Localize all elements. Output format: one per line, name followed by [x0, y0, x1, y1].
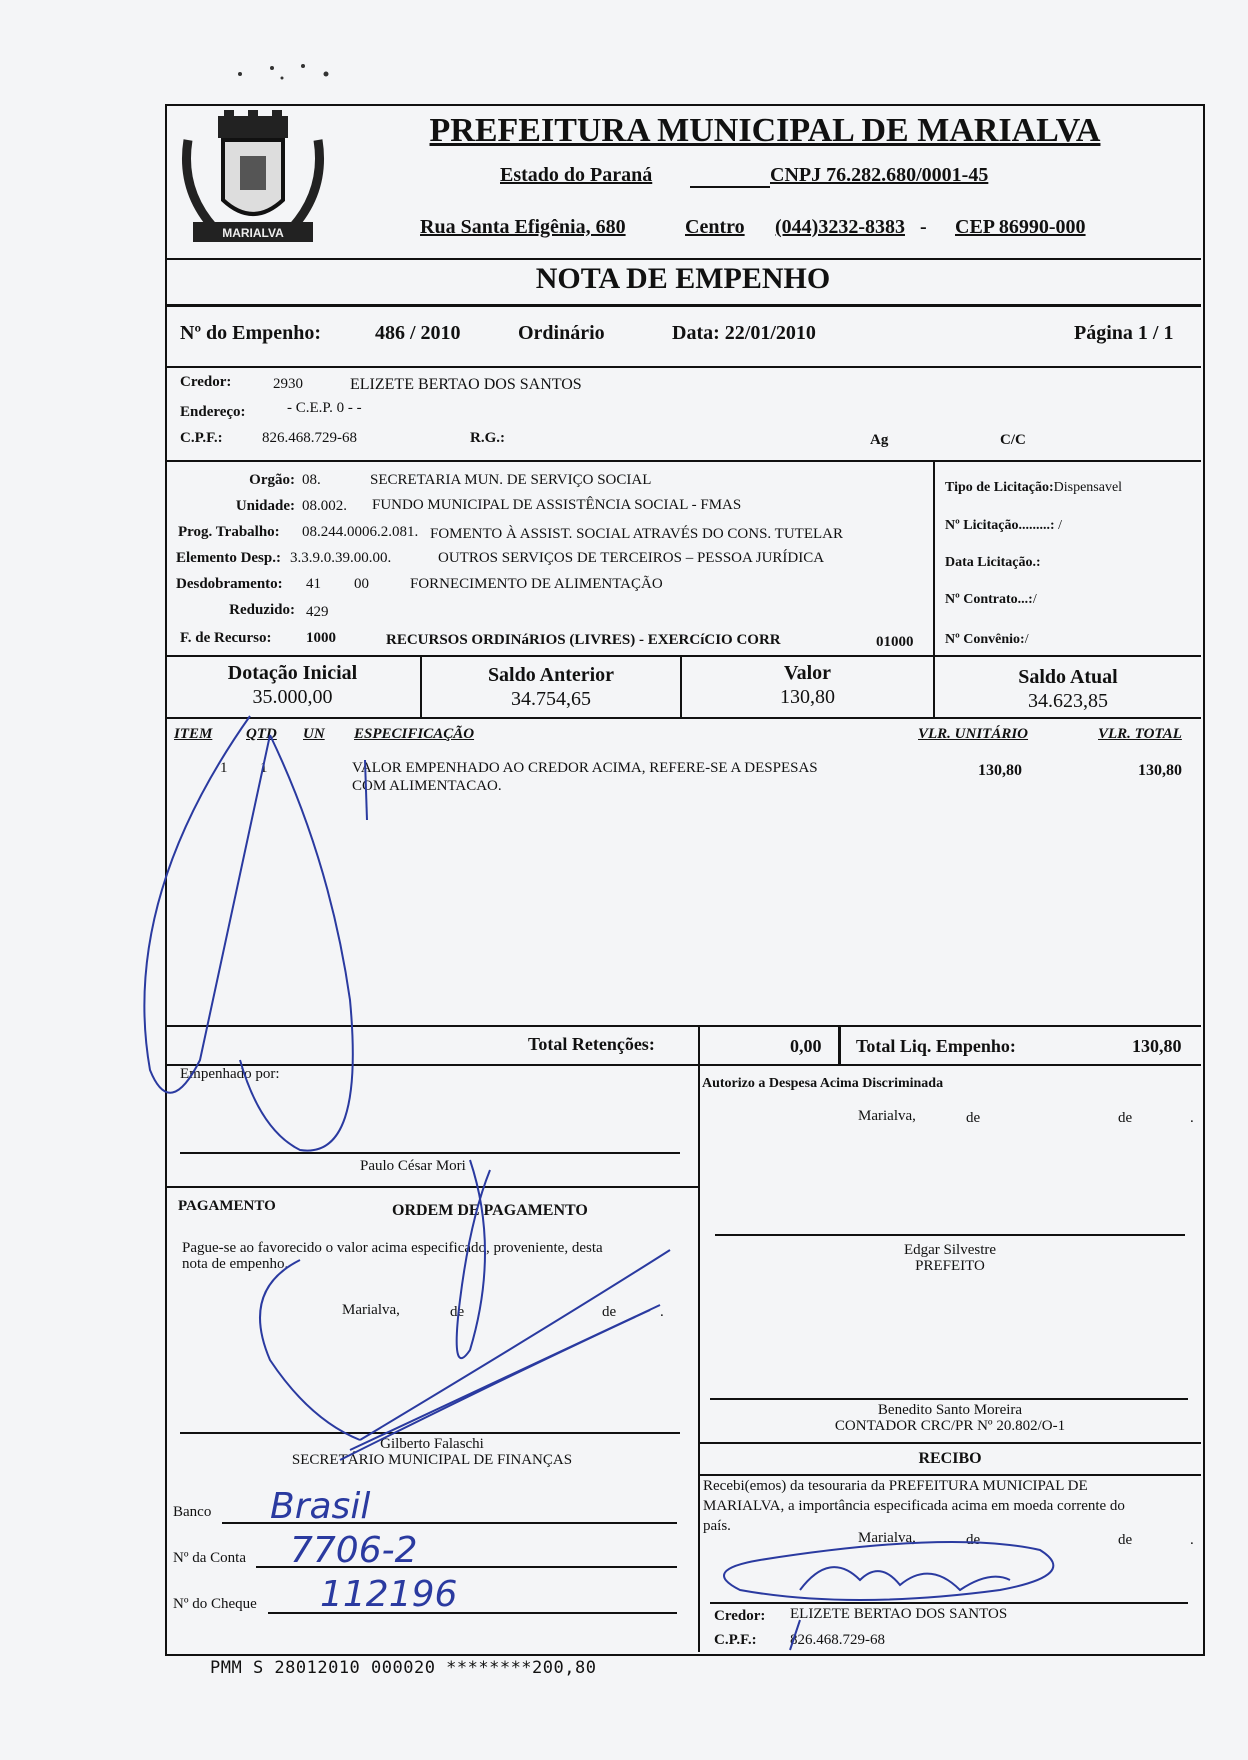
- recibo-cpf-value: 826.468.729-68: [790, 1632, 885, 1648]
- empenho-type: Ordinário: [518, 322, 605, 344]
- atual-label: Saldo Atual: [1018, 666, 1118, 688]
- empenho-number: 486 / 2010: [375, 322, 461, 344]
- recibo-text-line2: MARIALVA, a importância especificada acima em moeda corrente do: [703, 1498, 1125, 1514]
- recibo-text-line3: país.: [703, 1518, 731, 1534]
- elem-label: Elemento Desp.:: [176, 550, 281, 566]
- pagamento-text-line1: Pague-se ao favorecido o valor acima especificado, proveniente, desta: [182, 1240, 603, 1256]
- credor-name: ELIZETE BERTAO DOS SANTOS: [350, 376, 582, 393]
- tipo-licitacao-label: Tipo de Licitação:: [945, 480, 1054, 495]
- anterior-value: 34.754,65: [511, 688, 591, 710]
- item-desc-line2: COM ALIMENTACAO.: [352, 778, 502, 794]
- reduzido-code: 429: [306, 604, 329, 620]
- orgao-code: 08.: [302, 472, 321, 488]
- dotacao-label: Dotação Inicial: [227, 662, 358, 684]
- recibo-credor-name: ELIZETE BERTAO DOS SANTOS: [790, 1606, 1008, 1622]
- total-retencoes-label: Total Retenções:: [528, 1034, 655, 1054]
- recibo-credor-label: Credor:: [714, 1608, 766, 1624]
- orgao-label: Orgão:: [249, 472, 295, 488]
- desd-code: 41: [306, 576, 321, 592]
- col-vlr-total: VLR. TOTAL: [1098, 726, 1182, 742]
- prog-label: Prog. Trabalho:: [178, 524, 280, 540]
- fonte-num: 01000: [876, 634, 914, 650]
- footer-stamp: PMM S 28012010 000020 ********200,80: [210, 1658, 597, 1678]
- prefeito-name: Edgar Silvestre: [903, 1242, 997, 1258]
- scan-specks: [220, 58, 360, 88]
- unidade-code: 08.002.: [302, 498, 347, 514]
- anterior-label: Saldo Anterior: [487, 664, 615, 686]
- empenhado-label: Empenhado por:: [180, 1066, 280, 1082]
- recibo-de1: de: [966, 1532, 981, 1548]
- crest-text: MARIALVA: [222, 226, 284, 240]
- col-un: UN: [303, 726, 325, 742]
- pagamento-dot: .: [660, 1304, 664, 1320]
- cpf-label: C.P.F.:: [180, 430, 223, 446]
- dotacao-value: 35.000,00: [252, 686, 333, 708]
- cheque-label: Nº do Cheque: [173, 1596, 257, 1612]
- empenho-page: Página 1 / 1: [1074, 322, 1174, 344]
- item-vlr-total: 130,80: [1138, 762, 1182, 779]
- num-licitacao-label: Nº Licitação.........:: [945, 518, 1055, 533]
- empenhado-name: Paulo César Mori: [360, 1158, 466, 1174]
- convenio-label: Nº Convênio:: [945, 632, 1025, 647]
- unidade-label: Unidade:: [235, 498, 295, 514]
- convenio-value: /: [1024, 632, 1029, 647]
- cpf-value: 826.468.729-68: [262, 430, 357, 446]
- secretario-role: SECRETÁRIO MUNICIPAL DE FINANÇAS: [291, 1452, 573, 1468]
- recibo-dot: .: [1190, 1532, 1194, 1548]
- valor-label: Valor: [783, 662, 832, 684]
- empenho-date: Data: 22/01/2010: [672, 322, 816, 344]
- cheque-value: 112196: [320, 1574, 458, 1615]
- item-qtd: 1: [260, 760, 268, 776]
- pagamento-city: Marialva,: [342, 1302, 400, 1318]
- total-retencoes-value: 0,00: [790, 1036, 822, 1056]
- ordem-pagamento-title: ORDEM DE PAGAMENTO: [392, 1202, 588, 1219]
- pagamento-de1: de: [450, 1304, 465, 1320]
- recibo-city: Marialva,: [858, 1530, 916, 1546]
- autorizo-title: Autorizo a Despesa Acima Discriminada: [702, 1076, 944, 1091]
- data-licitacao-label: Data Licitação.:: [945, 555, 1041, 570]
- header-state: Estado do Paraná: [500, 164, 653, 186]
- elem-name: OUTROS SERVIÇOS DE TERCEIROS – PESSOA JURÍDICA: [438, 550, 825, 566]
- conta-label: Nº da Conta: [173, 1550, 246, 1566]
- contrato-label: Nº Contrato...:: [945, 592, 1033, 607]
- prefeito-role: PREFEITO: [915, 1258, 985, 1274]
- pagamento-text-line2: nota de empenho.: [182, 1256, 289, 1272]
- autorizo-de2: de: [1118, 1110, 1133, 1126]
- num-licitacao-value: /: [1058, 518, 1062, 533]
- crest-logo: [178, 110, 328, 260]
- prog-code: 08.244.0006.2.081.: [302, 524, 419, 540]
- credor-label: Credor:: [180, 374, 232, 390]
- header-cep: CEP 86990-000: [955, 216, 1086, 238]
- doc-title: NOTA DE EMPENHO: [535, 262, 831, 295]
- tipo-licitacao-value: Dispensavel: [1053, 480, 1123, 495]
- fonte-label: F. de Recurso:: [180, 630, 272, 646]
- item-vlr-unitario: 130,80: [978, 762, 1022, 779]
- address-value: - C.E.P. 0 - -: [287, 400, 362, 416]
- autorizo-dot: .: [1190, 1110, 1194, 1126]
- pagamento-de2: de: [602, 1304, 617, 1320]
- recibo-cpf-label: C.P.F.:: [714, 1632, 757, 1648]
- desd-sub: 00: [354, 576, 369, 592]
- empenho-label: Nº do Empenho:: [180, 322, 322, 344]
- recibo-de2: de: [1118, 1532, 1133, 1548]
- item-desc-line1: VALOR EMPENHADO AO CREDOR ACIMA, REFERE-SE A DESPESAS: [352, 760, 818, 776]
- header-phone: (044)3232-8383: [775, 216, 905, 238]
- contador-role: CONTADOR CRC/PR Nº 20.802/O-1: [834, 1418, 1066, 1434]
- header-cnpj: CNPJ 76.282.680/0001-45: [770, 164, 989, 186]
- autorizo-de1: de: [966, 1110, 981, 1126]
- secretario-name: Gilberto Falaschi: [380, 1436, 484, 1452]
- unidade-name: FUNDO MUNICIPAL DE ASSISTÊNCIA SOCIAL - FMAS: [372, 497, 742, 513]
- col-qtd: QTD: [246, 726, 277, 742]
- item-number: 1: [220, 760, 228, 776]
- banco-label: Banco: [173, 1504, 212, 1520]
- header-street: Rua Santa Efigênia, 680: [420, 216, 626, 238]
- header-title: PREFEITURA MUNICIPAL DE MARIALVA: [429, 112, 1101, 149]
- orgao-name: SECRETARIA MUN. DE SERVIÇO SOCIAL: [370, 472, 652, 488]
- valor-value: 130,80: [780, 686, 835, 708]
- contador-name: Benedito Santo Moreira: [877, 1402, 1023, 1418]
- rg-label: R.G.:: [470, 430, 505, 446]
- col-vlr-unitario: VLR. UNITÁRIO: [918, 726, 1029, 742]
- desd-label: Desdobramento:: [176, 576, 283, 592]
- recibo-title: RECIBO: [918, 1450, 982, 1467]
- recibo-text-line1: Recebi(emos) da tesouraria da PREFEITURA MUNICIPAL DE: [703, 1478, 1088, 1494]
- total-liquido-label: Total Liq. Empenho:: [856, 1036, 1016, 1056]
- autorizo-city: Marialva,: [858, 1108, 916, 1124]
- conta-value: 7706-2: [290, 1530, 418, 1571]
- contrato-value: /: [1032, 592, 1037, 607]
- col-especificacao: ESPECIFICAÇÃO: [354, 726, 475, 742]
- prog-name: FOMENTO À ASSIST. SOCIAL ATRAVÉS DO CONS. TUTELAR: [430, 526, 843, 542]
- atual-value: 34.623,85: [1028, 690, 1108, 712]
- address-label: Endereço:: [180, 404, 246, 420]
- fonte-name: RECURSOS ORDINáRIOS (LIVRES) - EXERCíCIO CORR: [386, 632, 781, 648]
- desd-name: FORNECIMENTO DE ALIMENTAÇÃO: [410, 576, 663, 592]
- header-sep: -: [920, 216, 927, 238]
- header-district: Centro: [685, 216, 745, 238]
- banco-value: Brasil: [270, 1486, 371, 1527]
- pagamento-label: PAGAMENTO: [178, 1198, 276, 1214]
- fonte-code: 1000: [306, 630, 336, 646]
- elem-code: 3.3.9.0.39.00.00.: [290, 550, 392, 566]
- col-item: ITEM: [174, 726, 213, 742]
- credor-code: 2930: [273, 376, 303, 392]
- reduzido-label: Reduzido:: [229, 602, 295, 618]
- total-liquido-value: 130,80: [1132, 1036, 1182, 1056]
- ag-label: Ag: [870, 432, 889, 448]
- cc-label: C/C: [1000, 432, 1026, 448]
